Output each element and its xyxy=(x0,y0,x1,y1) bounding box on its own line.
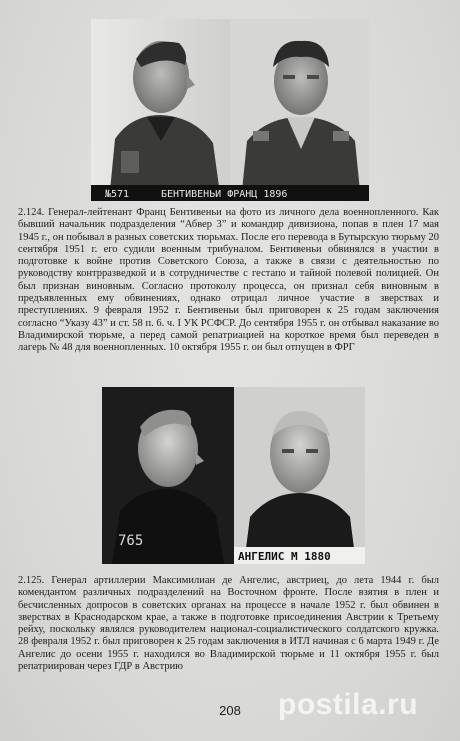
page-number: 208 xyxy=(219,703,241,718)
prisoner-photo-de-angelis xyxy=(102,387,365,564)
prisoner-photo-bentivegni xyxy=(91,19,369,201)
caption-de-angelis: 2.125. Генерал артиллерии Максимилиан де Ангелис, австриец, до лета 1944 г. был комендантом различных подразделений на Восточном фронте. После взятия в плен и бесчисленных допросов в советских органах на процессе в начале 1952 г. был обвинен в зверствах в Краснодарском крае, а также в подготовке присоединения Австрии к Третьему рейху, поскольку являлся руководителем национал-социалистического солдатского кружка. 28 февраля 1952 г. был приговорен к 25 годам заключения в ИТЛ начиная с 6 марта 1949 г. Де Ангелис до осени 1955 г. находился во Владимирской тюрьме и 11 октября 1955 г. был репатриирован через ГДР в Австрию xyxy=(18,575,439,673)
photo2-name-plate: АНГЕЛИС М 1880 xyxy=(238,550,331,563)
photo1-name-label: БЕНТИВЕНЬИ ФРАНЦ 1896 xyxy=(161,189,288,200)
site-watermark: postila.ru xyxy=(278,688,419,721)
caption-bentivegni: 2.124. Генерал-лейтенант Франц Бентивеньи на фото из личного дела военнопленного. Как бывший начальник подразделения “Абвер 3” и командир дивизиона, попав в плен 17 мая 1945 г., он побывал в разных советских тюрьмах. После его перевода в Бутырскую тюрьму 20 сентября 1951 г. его судили военным трибуналом. Бентивеньи обвинялся в участии в подготовке к войне против Советского Союза, а также в связи с деятельностью по руководству контрразведкой и в сотрудничестве с гестапо и тайной полевой полицией. Он был признан виновным. Согласно протоколу процесса, он признал себя виновным в предъявленных ему обвинениях, однако отрицал личное участие в зверствах и преступлениях. 9 февраля 1952 г. Бентивеньи был приговорен к 25 годам заключения согласно “Указу 43” и ст. 58 п. 6. ч. I УК РСФСР. До сентября 1955 г. он отбывал наказание во Владимирской тюрьме, а перед самой репатриацией на короткое время был переведен в лагерь № 48 для военнопленных. 10 октября 1955 г. он был отпущен в ФРГ xyxy=(18,207,439,354)
photo2-number-label: 765 xyxy=(118,533,144,549)
photo1-number-label: №571 xyxy=(105,189,130,200)
